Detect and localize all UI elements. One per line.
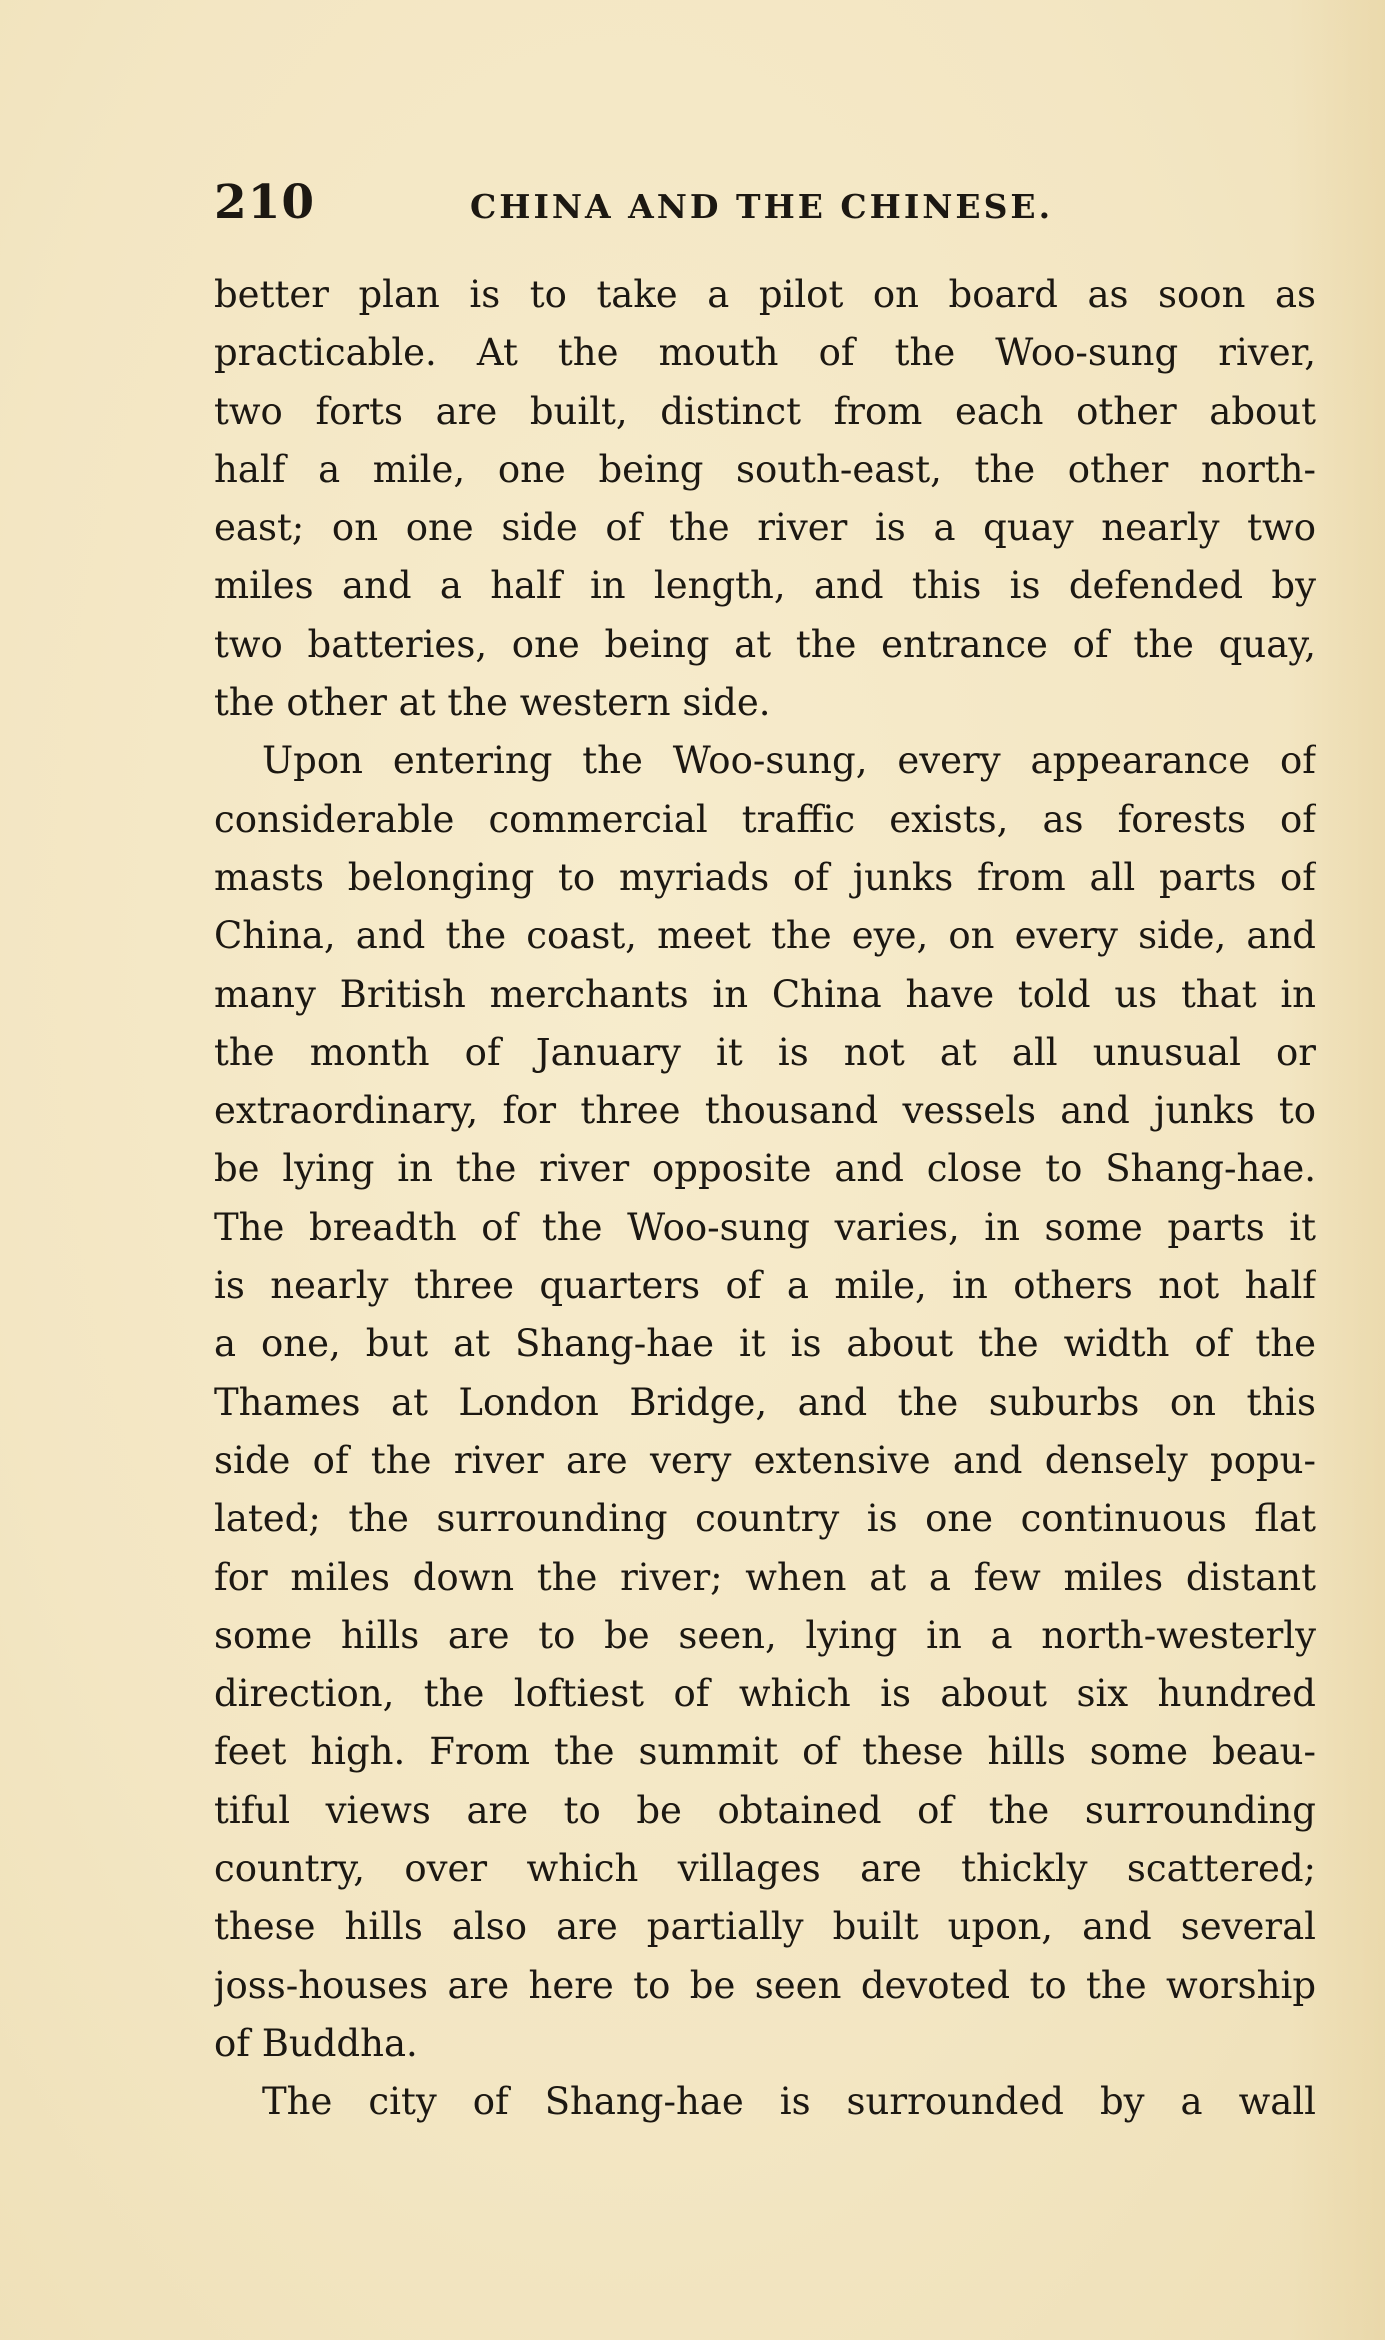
text-line: feet high. From the summit of these hills some beau- (214, 1730, 1316, 1774)
text-line: two batteries, one being at the entrance of the quay, (214, 622, 1316, 666)
body-text (214, 266, 1316, 2132)
text-line: many British merchants in China have told us that in (214, 972, 1316, 1016)
text-line: extraordinary, for three thousand vessels and junks to (214, 1089, 1316, 1133)
text-line: two forts are built, distinct from each other about (214, 389, 1316, 433)
text-line: some hills are to be seen, lying in a north-westerly (214, 1613, 1316, 1657)
text-line: the month of January it is not at all unusual or (214, 1030, 1316, 1074)
text-line: these hills also are partially built upon, and several (214, 1905, 1316, 1949)
text-line: practicable. At the mouth of the Woo-sung river, (214, 331, 1316, 375)
text-line: of Buddha. (214, 2021, 418, 2065)
text-line: Upon entering the Woo-sung, every appearance of (262, 739, 1316, 783)
text-line: side of the river are very extensive and densely popu- (214, 1438, 1316, 1482)
text-line: The city of Shang-hae is surrounded by a wall (262, 2080, 1316, 2124)
text-line: China, and the coast, meet the eye, on every side, and (214, 914, 1316, 958)
text-line: Thames at London Bridge, and the suburbs on this (214, 1380, 1316, 1424)
text-line: lated; the surrounding country is one continuous flat (214, 1497, 1316, 1541)
text-line: joss-houses are here to be seen devoted to the worship (214, 1963, 1316, 2007)
text-line: is nearly three quarters of a mile, in others not half (214, 1264, 1316, 1308)
text-line: considerable commercial traffic exists, as forests of (214, 797, 1316, 841)
page-number: 210 (214, 175, 316, 230)
text-line: east; on one side of the river is a quay nearly two (214, 506, 1316, 550)
text-line: the other at the western side. (214, 681, 771, 725)
page-header (214, 175, 1319, 235)
text-line: a one, but at Shang-hae it is about the width of the (214, 1322, 1316, 1366)
text-line: tiful views are to be obtained of the surrounding (214, 1788, 1316, 1832)
text-line: for miles down the river; when at a few miles distant (214, 1555, 1316, 1599)
text-line: half a mile, one being south-east, the other north- (214, 447, 1316, 491)
text-line: miles and a half in length, and this is defended by (214, 564, 1316, 608)
text-line: The breadth of the Woo-sung varies, in some parts it (214, 1205, 1316, 1249)
text-line: masts belonging to myriads of junks from all parts of (214, 855, 1316, 899)
text-line: better plan is to take a pilot on board as soon as (214, 273, 1316, 316)
text-line: be lying in the river opposite and close to Shang-hae. (214, 1147, 1316, 1191)
running-title: CHINA AND THE CHINESE. (470, 187, 1054, 226)
text-line: direction, the loftiest of which is about six hundred (214, 1672, 1316, 1716)
text-line: country, over which villages are thickly scattered; (214, 1847, 1316, 1891)
